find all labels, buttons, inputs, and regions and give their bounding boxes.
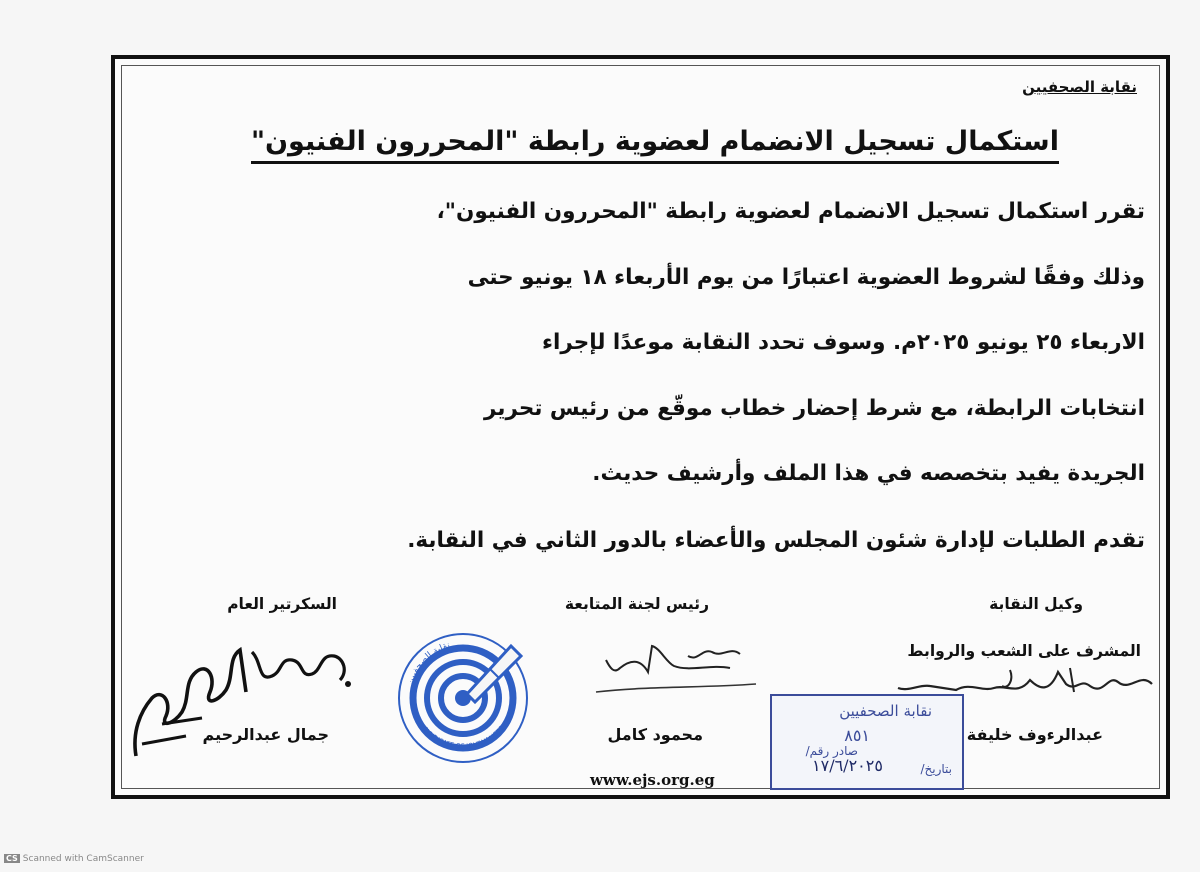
logo-english-text: SYNDICATE OF JOURNALISTS <box>421 724 506 751</box>
stamp-outgoing-label: صادر رقم/ <box>805 744 858 758</box>
stamp-date-label: بتاريخ/ <box>920 762 952 776</box>
signatory-name-3: جمال عبدالرحيم <box>202 725 329 744</box>
signatory-subtitle-1: المشرف على الشعب والروابط <box>907 642 1141 660</box>
document-headline: استكمال تسجيل الانضمام لعضوية رابطة "المحررون الفنيون" <box>251 126 1059 164</box>
document-sheet <box>111 55 1170 799</box>
scanner-badge: CS <box>6 854 18 863</box>
signatory-name-2: محمود كامل <box>607 725 703 744</box>
body-line-3: الاربعاء ٢٥ يونيو ٢٠٢٥م. وسوف تحدد النقابة موعدًا لإجراء <box>542 330 1145 355</box>
signatory-title-1: وكيل النقابة <box>989 595 1083 613</box>
signatory-name-1: عبدالرءوف خليفة <box>966 725 1103 744</box>
document-inner-border <box>121 65 1160 789</box>
logo-arabic-text: نقابة الصحفيين <box>405 640 452 687</box>
body-line-1: تقرر استكمال تسجيل الانضمام لعضوية رابطة "المحررون الفنيون"، <box>436 199 1145 224</box>
organization-name: نقابة الصحفيين <box>1022 78 1137 96</box>
scanner-watermark <box>4 854 144 864</box>
signatory-title-3: السكرتير العام <box>227 595 337 613</box>
body-line-5: الجريدة يفيد بتخصصه في هذا الملف وأرشيف حديث. <box>592 461 1145 486</box>
body-line-6: تقدم الطلبات لإدارة شئون المجلس والأعضاء بالدور الثاني في النقابة. <box>407 528 1145 553</box>
outgoing-stamp <box>770 694 964 790</box>
stamp-title: نقابة الصحفيين <box>839 702 932 720</box>
syndicate-logo <box>393 628 533 768</box>
stamp-number: ٨٥١ <box>844 726 870 745</box>
scanner-text: Scanned with CamScanner <box>22 854 144 864</box>
body-line-4: انتخابات الرابطة، مع شرط إحضار خطاب موقّع من رئيس تحرير <box>484 396 1145 421</box>
signature-2 <box>590 638 760 700</box>
signatory-title-2: رئيس لجنة المتابعة <box>564 595 709 613</box>
website-url: www.ejs.org.eg <box>590 771 715 789</box>
body-line-2: وذلك وفقًا لشروط العضوية اعتبارًا من يوم الأربعاء ١٨ يونيو حتى <box>467 265 1145 290</box>
stamp-date-value: ١٧/٦/٢٠٢٥ <box>812 756 883 775</box>
